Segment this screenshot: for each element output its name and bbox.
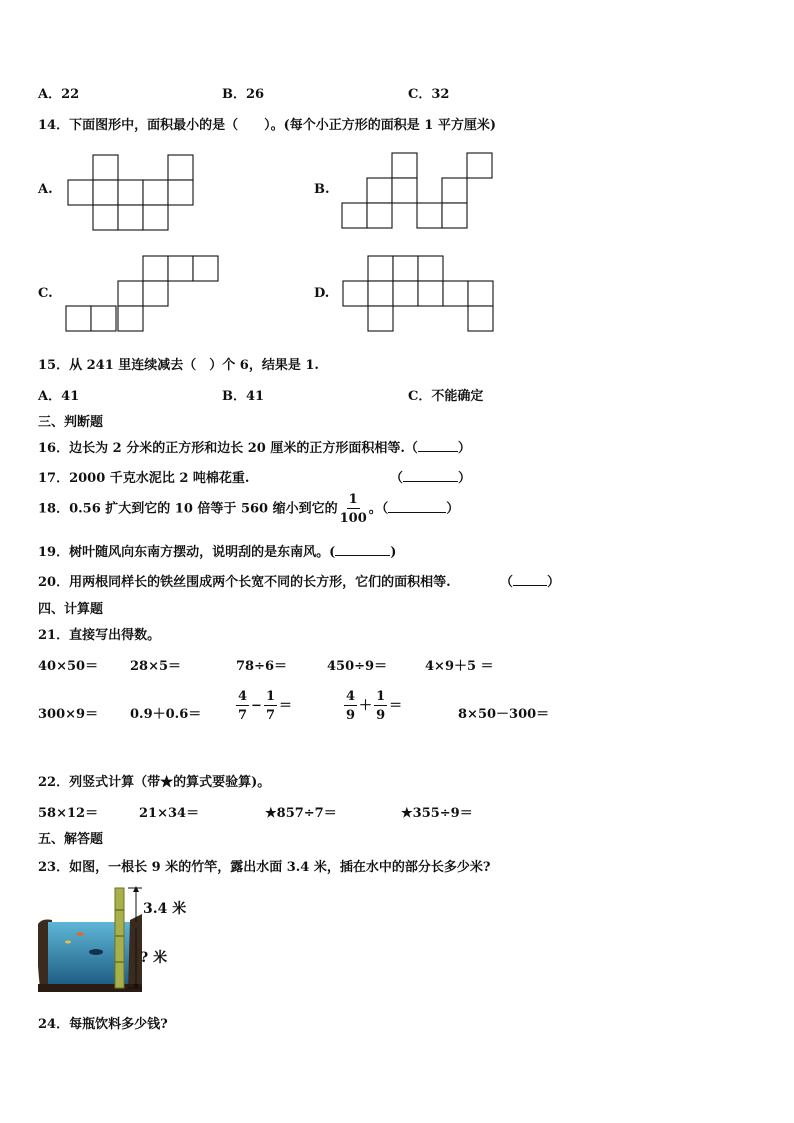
question-24: 24．每瓶饮料多少钱? — [38, 1017, 168, 1032]
calc-item: 450÷9＝ — [327, 659, 388, 674]
figure-label-d: D. — [314, 286, 330, 301]
grid-figures — [0, 0, 794, 340]
fraction-subtraction: $\frac{4}{7}$ − $\frac{1}{7}$ ＝ — [238, 689, 293, 723]
question-18: 18．0.56 扩大到它的 10 倍等于 560 缩小到它的 $\frac{1}{100}$ 。（ ） — [38, 492, 460, 526]
figure-label-b: B. — [314, 182, 330, 197]
label-under-water: ? 米 — [140, 950, 168, 966]
bamboo-pole — [115, 888, 124, 988]
label-above-water: 3.4 米 — [143, 901, 187, 917]
fraction-1-100: $\frac{1}{100}$ — [339, 492, 367, 526]
vertical-calc-item: 58×12＝ — [38, 806, 99, 821]
figure-b — [342, 153, 492, 228]
q15-option-a: A．41 — [38, 389, 80, 404]
vertical-calc-item: 21×34＝ — [139, 806, 200, 821]
option-c: C．32 — [408, 87, 450, 102]
section-4-heading: 四、计算题 — [38, 602, 104, 617]
question-14: 14．下面图形中，面积最小的是（ ）。(每个小正方形的面积是 1 平方厘米) — [38, 118, 496, 133]
calc-item: 0.9＋0.6＝ — [130, 707, 202, 722]
figure-a — [68, 155, 193, 230]
figure-d — [343, 256, 493, 331]
calc-item: 300×9＝ — [38, 707, 99, 722]
question-17: 17．2000 千克水泥比 2 吨棉花重. — [38, 471, 250, 486]
calc-item: 78÷6＝ — [236, 659, 288, 674]
question-15: 15．从 241 里连续减去（ ）个 6，结果是 1. — [38, 358, 319, 373]
calc-item: 28×5＝ — [130, 659, 182, 674]
fraction-addition: $\frac{4}{9}$ ＋ $\frac{1}{9}$ ＝ — [346, 689, 403, 723]
figure-label-c: C. — [38, 286, 53, 301]
calc-item: 8×50－300＝ — [458, 707, 550, 722]
figure-c — [66, 256, 218, 331]
question-20: 20．用两根同样长的铁丝围成两个长宽不同的长方形，它们的面积相等. — [38, 575, 451, 590]
section-3-heading: 三、判断题 — [38, 415, 104, 430]
question-23: 23．如图，一根长 9 米的竹竿，露出水面 3.4 米，插在水中的部分长多少米? — [38, 860, 491, 875]
vertical-calc-item: ★857÷7＝ — [265, 806, 337, 821]
option-a: A．22 — [38, 87, 80, 102]
question-19: 19．树叶随风向东南方摆动，说明刮的是东南风。( ) — [38, 545, 397, 560]
answer-blank-20[interactable]: （ ） — [500, 575, 561, 590]
question-16: 16．边长为 2 分米的正方形和边长 20 厘米的正方形面积相等.（ ） — [38, 441, 471, 456]
q15-option-c: C．不能确定 — [408, 389, 484, 404]
answer-blank-17[interactable]: （ ） — [390, 471, 472, 486]
section-5-heading: 五、解答题 — [38, 832, 104, 847]
question-21: 21．直接写出得数。 — [38, 628, 161, 643]
calc-item: 4×9＋5 ＝ — [425, 659, 494, 674]
question-22: 22．列竖式计算（带★的算式要验算)。 — [38, 775, 271, 790]
q15-option-b: B．41 — [222, 389, 265, 404]
figure-label-a: A. — [38, 182, 53, 197]
option-b: B．26 — [222, 87, 265, 102]
calc-item: 40×50＝ — [38, 659, 99, 674]
ground — [38, 984, 142, 992]
vertical-calc-item: ★355÷9＝ — [401, 806, 473, 821]
fish-icon — [89, 949, 103, 955]
